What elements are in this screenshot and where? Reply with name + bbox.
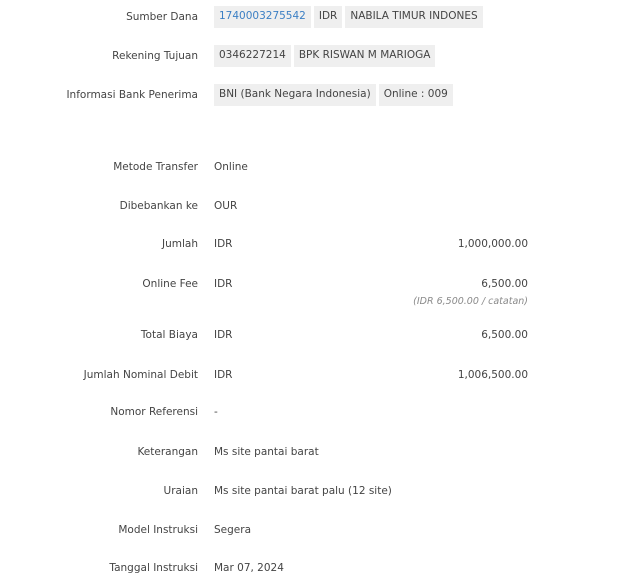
label-rekening-tujuan: Rekening Tujuan xyxy=(112,50,198,62)
amount-total-biaya: 6,500.00 xyxy=(481,329,528,341)
label-tanggal-instruksi: Tanggal Instruksi xyxy=(109,562,198,574)
label-uraian: Uraian xyxy=(163,485,198,497)
source-account-name: NABILA TIMUR INDONES xyxy=(345,6,482,28)
online-fee-note: (IDR 6,500.00 / catatan) xyxy=(413,296,528,307)
informasi-bank-chips xyxy=(214,84,453,106)
rekening-tujuan-chips xyxy=(214,45,435,67)
label-total-biaya: Total Biaya xyxy=(140,329,198,341)
label-nomor-referensi: Nomor Referensi xyxy=(110,406,198,418)
label-metode-transfer: Metode Transfer xyxy=(113,161,198,173)
label-online-fee: Online Fee xyxy=(142,278,198,290)
currency-jumlah: IDR xyxy=(214,238,233,250)
recipient-bank-name: BNI (Bank Negara Indonesia) xyxy=(214,84,376,106)
source-account-link[interactable]: 1740003275542 xyxy=(214,6,311,28)
value-keterangan: Ms site pantai barat xyxy=(214,446,319,458)
label-jumlah: Jumlah xyxy=(162,238,198,250)
currency-jumlah-nominal-debit: IDR xyxy=(214,369,233,381)
value-metode-transfer: Online xyxy=(214,161,248,173)
recipient-bank-method: Online : 009 xyxy=(379,84,453,106)
source-currency: IDR xyxy=(314,6,342,28)
label-keterangan: Keterangan xyxy=(137,446,198,458)
value-nomor-referensi: - xyxy=(214,406,218,418)
amount-online-fee: 6,500.00 xyxy=(481,278,528,290)
label-model-instruksi: Model Instruksi xyxy=(118,524,198,536)
label-dibebankan-ke: Dibebankan ke xyxy=(119,200,198,212)
amount-jumlah: 1,000,000.00 xyxy=(457,238,528,250)
currency-online-fee: IDR xyxy=(214,278,233,290)
destination-account-name: BPK RISWAN M MARIOGA xyxy=(294,45,436,67)
label-informasi-bank: Informasi Bank Penerima xyxy=(66,89,198,101)
label-jumlah-nominal-debit: Jumlah Nominal Debit xyxy=(83,369,198,381)
amount-jumlah-nominal-debit: 1,006,500.00 xyxy=(457,369,528,381)
label-sumber-dana: Sumber Dana xyxy=(126,11,198,23)
currency-total-biaya: IDR xyxy=(214,329,233,341)
value-model-instruksi: Segera xyxy=(214,524,252,536)
value-dibebankan-ke: OUR xyxy=(214,200,238,212)
sumber-dana-chips xyxy=(214,6,483,28)
value-uraian: Ms site pantai barat palu (12 site) xyxy=(214,485,392,497)
value-tanggal-instruksi: Mar 07, 2024 xyxy=(214,562,284,574)
destination-account: 0346227214 xyxy=(214,45,291,67)
